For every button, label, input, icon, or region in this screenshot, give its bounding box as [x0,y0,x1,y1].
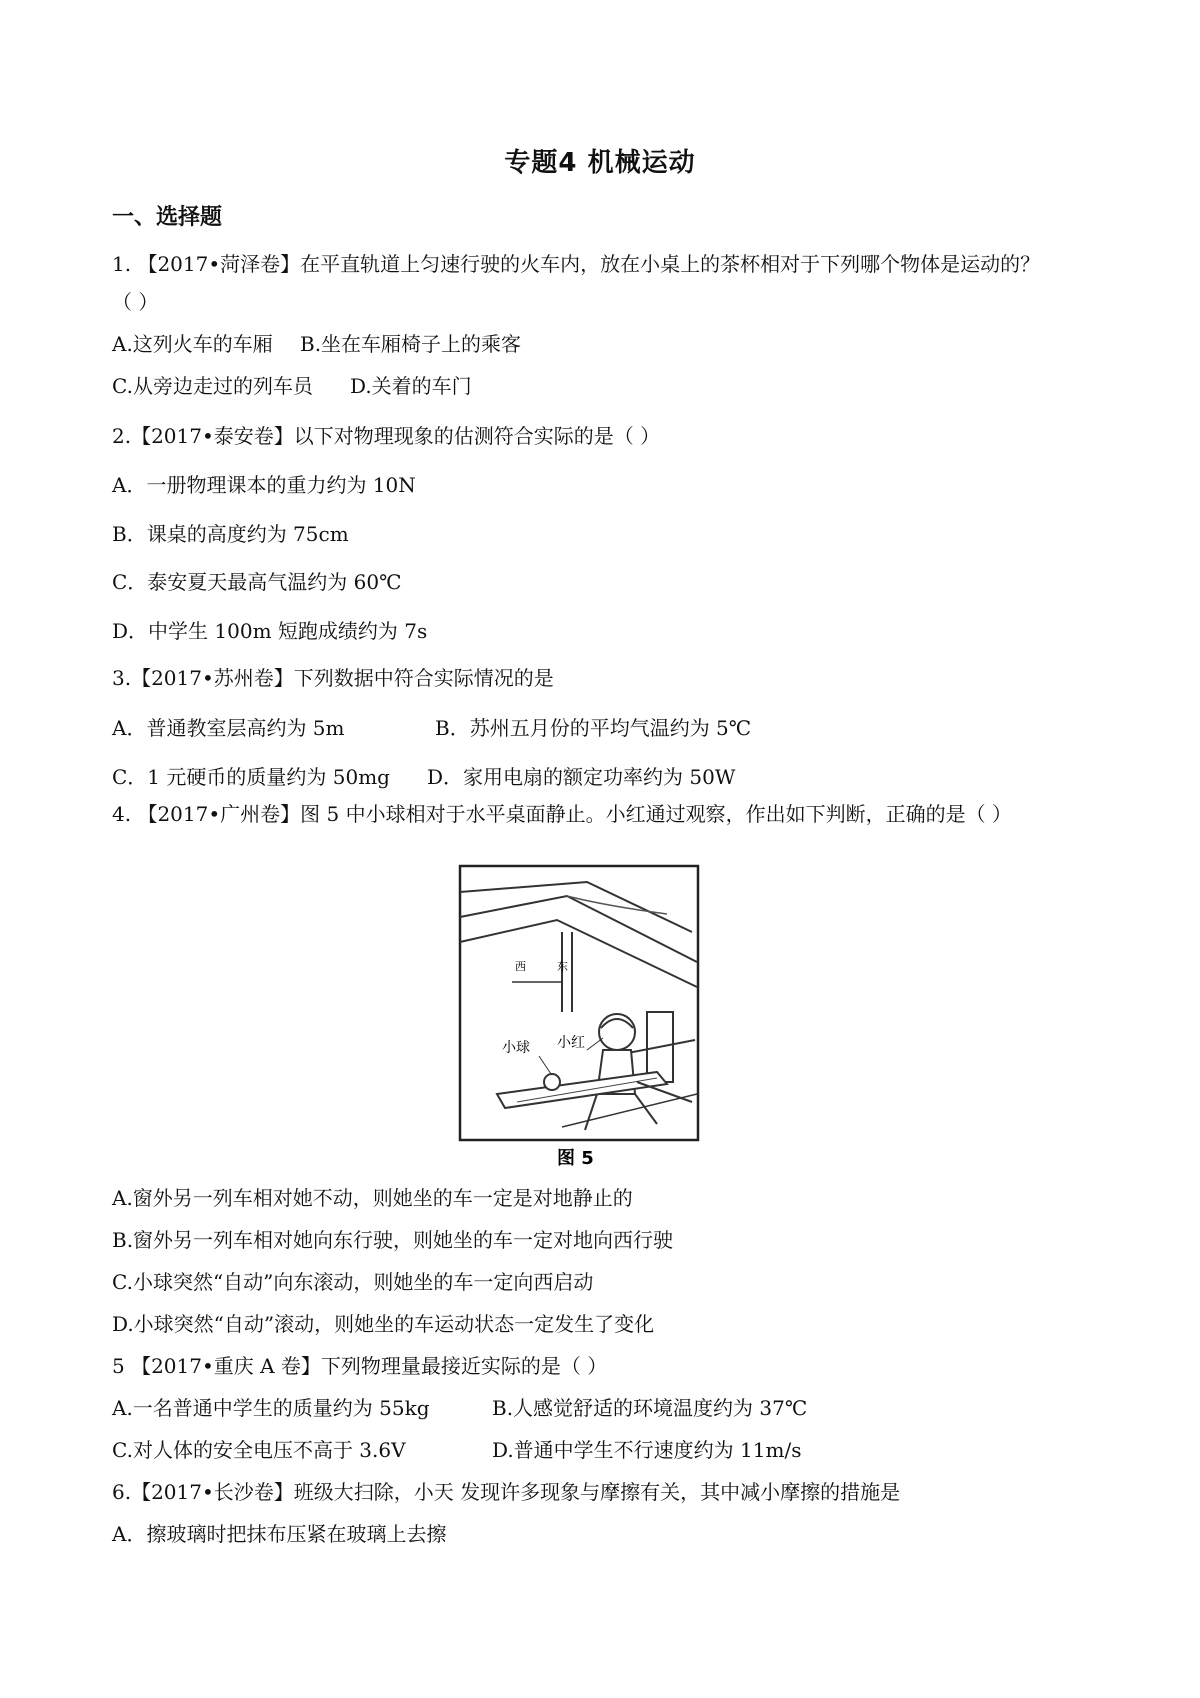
q2-option-a: A．一册物理课本的重力约为 10N [112,473,416,497]
q2-option-d: D．中学生 100m 短跑成绩约为 7s [112,619,428,643]
q3-option-a: A．普通教室层高约为 5m [112,716,345,740]
q2-option-c: C．泰安夏天最高气温约为 60℃ [112,570,402,594]
direction-east-label: 东 [557,960,568,973]
q2-stem: 2.【2017•泰安卷】以下对物理现象的估测符合实际的是（ ） [112,424,661,448]
section-heading: 一、选择题 [112,205,223,230]
q2-option-b: B．课桌的高度约为 75cm [112,522,349,546]
q1-option-c: C.从旁边走过的列车员 [112,374,313,398]
q1-option-b: B.坐在车厢椅子上的乘客 [300,332,522,356]
q1-option-d: D.关着的车门 [350,374,472,398]
q3-option-d: D．家用电扇的额定功率约为 50W [427,765,736,789]
q5-option-d: D.普通中学生不行速度约为 11m/s [492,1438,802,1462]
q3-option-c: C．1 元硬币的质量约为 50mg [112,765,390,789]
figure-caption: 图 5 [557,1148,594,1169]
q1-stem: 1. 【2017•菏泽卷】在平直轨道上匀速行驶的火车内，放在小桌上的茶杯相对于下列哪个物体是运动的？ [112,252,1041,276]
q4-stem: 4. 【2017•广州卷】图 5 中小球相对于水平桌面静止。小红通过观察，作出如下判断，正确的是（ ） [112,802,1012,826]
direction-west-label: 西 [515,960,526,973]
ball-on-table [544,1074,560,1090]
q5-option-b: B.人感觉舒适的环境温度约为 37℃ [492,1396,808,1420]
q4-option-a: A.窗外另一列车相对她不动，则她坐的车一定是对地静止的 [112,1186,633,1210]
figure-5-illustration [457,862,755,1174]
q1-answer-blank: （ ） [112,290,159,314]
q4-option-b: B.窗外另一列车相对她向东行驶，则她坐的车一定对地向西行驶 [112,1228,674,1252]
q3-stem: 3.【2017•苏州卷】下列数据中符合实际情况的是 [112,666,554,690]
ball-label: 小球 [502,1040,530,1056]
q5-stem: 5 【2017•重庆 A 卷】下列物理量最接近实际的是（ ） [112,1354,608,1378]
girl-label: 小红 [557,1035,585,1051]
q4-option-c: C.小球突然“自动”向东滚动，则她坐的车一定向西启动 [112,1270,594,1294]
q4-option-d: D.小球突然“自动”滚动，则她坐的车运动状态一定发生了变化 [112,1312,655,1336]
page-title: 专题4 机械运动 [504,148,696,178]
q6-option-a: A．擦玻璃时把抹布压紧在玻璃上去擦 [112,1522,447,1546]
q5-option-c: C.对人体的安全电压不高于 3.6V [112,1438,406,1462]
q3-option-b: B．苏州五月份的平均气温约为 5℃ [435,716,752,740]
q6-stem: 6.【2017•长沙卷】班级大扫除，小天 发现许多现象与摩擦有关，其中减小摩擦的措施是 [112,1480,901,1504]
q1-option-a: A.这列火车的车厢 [112,332,273,356]
figure-frame [460,866,698,1140]
figure-5-drawing [457,862,755,1174]
q5-option-a: A.一名普通中学生的质量约为 55kg [112,1396,430,1420]
